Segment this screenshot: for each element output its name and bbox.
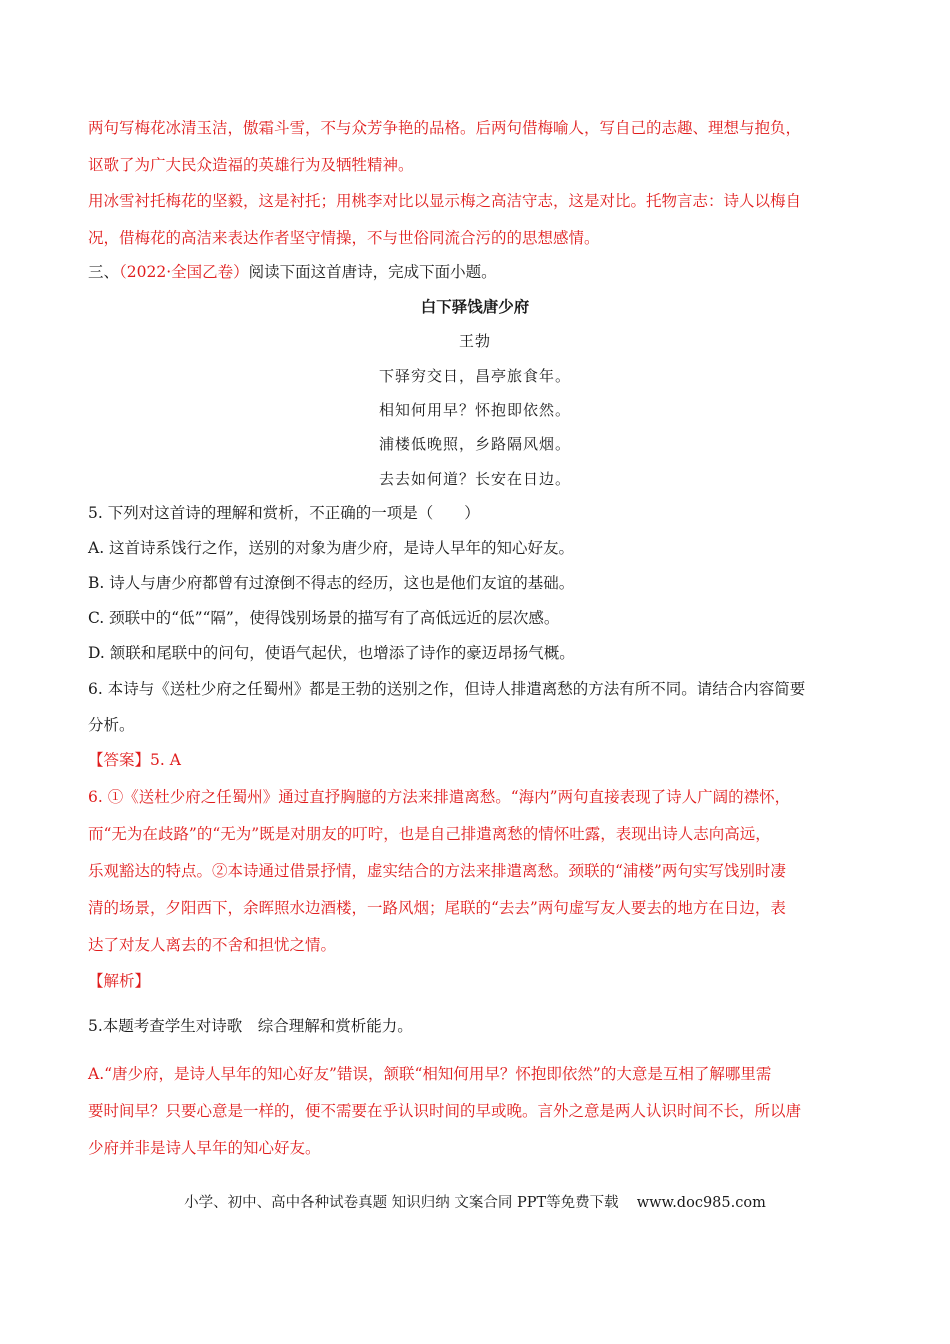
footer-url[interactable]: www.doc985.com [636,1195,766,1211]
question-option-b: B. 诗人与唐少府都曾有过潦倒不得志的经历，这也是他们友谊的基础。 [88,574,575,592]
answer-value: 5. A [150,751,181,769]
analysis-a-line: 要时间早？只要心意是一样的，便不需要在乎认识时间的早或晚。言外之意是两人认识时间不长，所以唐 [88,1102,802,1120]
analysis-a-line: A.“唐少府，是诗人早年的知心好友”错误，颔联“相知何用早？怀抱即依然”的大意是互相了解哪里需 [88,1065,772,1083]
analysis-label: 【解析】 [88,972,151,990]
answer-label: 【答案】 [88,751,151,769]
answer-heading [88,750,868,770]
question-option-d: D. 颔联和尾联中的问句，使语气起伏，也增添了诗作的豪迈昂扬气概。 [88,644,575,662]
analysis-a-line: 少府并非是诗人早年的知心好友。 [88,1139,321,1157]
section-source: （2022·全国乙卷） [119,263,249,281]
section-instruction: 阅读下面这首唐诗，完成下面小题。 [248,263,497,281]
answer-6-line: 6. ①《送杜少府之任蜀州》通过直抒胸臆的方法来排遣离愁。“海内”两句直接表现了诗人广阔的襟怀， [88,788,791,806]
analysis-text-line: 况，借梅花的高洁来表达作者坚守情操，不与世俗同流合污的的思想感情。 [88,229,600,247]
poem-line: 去去如何道？长安在日边。 [378,470,571,488]
question-option-c: C. 颈联中的“低”“隔”，使得饯别场景的描写有了高低远近的层次感。 [88,609,560,627]
section-heading [88,262,868,282]
poem-line: 浦楼低晚照，乡路隔风烟。 [378,435,571,453]
answer-6-line: 清的场景，夕阳西下，余晖照水边酒楼，一路风烟；尾联的“去去”两句虚写友人要去的地方在日边，表 [88,899,786,917]
answer-6-line: 乐观豁达的特点。②本诗通过借景抒情，虚实结合的方法来排遣离愁。颈联的“浦楼”两句实写饯别时凄 [88,862,786,880]
question-5: 5. 下列对这首诗的理解和赏析，不正确的一项是（ ） [88,504,480,522]
analysis-q5-intro: 5.本题考查学生对诗歌 综合理解和赏析能力。 [88,1017,413,1035]
question-6-cont: 分析。 [88,716,135,734]
answer-6-line: 达了对友人离去的不舍和担忧之情。 [88,936,337,954]
section-number: 三、 [88,263,120,281]
poem-author: 王勃 [458,332,491,350]
poem-line: 相知何用早？怀抱即依然。 [378,401,571,419]
question-option-a: A. 这首诗系饯行之作，送别的对象为唐少府，是诗人早年的知心好友。 [88,539,575,557]
answer-6-line: 而“无为在歧路”的“无为”既是对朋友的叮咛，也是自己排遣离愁的情怀吐露，表现出诗人志向高远， [88,825,771,843]
page-footer [0,1191,950,1212]
poem-line: 下驿穷交日，昌亭旅食年。 [378,367,571,385]
analysis-text-line: 用冰雪衬托梅花的坚毅，这是衬托；用桃李对比以显示梅之高洁守志，这是对比。托物言志：诗人以梅自 [88,192,802,210]
analysis-text-line: 讴歌了为广大民众造福的英雄行为及牺牲精神。 [88,156,414,174]
footer-text: 小学、初中、高中各种试卷真题 知识归纳 文案合同 PPT等免费下载 [184,1195,619,1211]
analysis-text-line: 两句写梅花冰清玉洁，傲霜斗雪，不与众芳争艳的品格。后两句借梅喻人，写自己的志趣、理想与抱负， [88,119,802,137]
question-6: 6. 本诗与《送杜少府之任蜀州》都是王勃的送别之作，但诗人排遣离愁的方法有所不同。请结合内容简要 [88,680,806,698]
poem-title: 白下驿饯唐少府 [420,297,530,316]
